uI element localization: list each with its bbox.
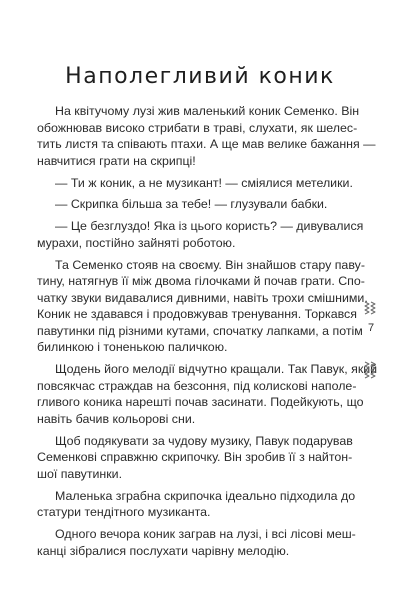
text-line: тить листя та співають птахи. А ще мав велике бажання — (37, 137, 376, 152)
text-line: павутинки під різними кутами, спочатку лапками, а потім (37, 323, 363, 338)
text-line: Маленька зграбна скрипочка ідеально підходила до (55, 488, 356, 503)
text-line: Одного вечора коник заграв на лузі, і всі лісові меш- (55, 527, 356, 542)
text-line: канці зібралися послухати чарівну мелодію. (37, 543, 290, 558)
text-line: Та Семенко стояв на своєму. Він знайшов стару паву- (55, 257, 365, 272)
text-line: повсякчас страждав на безсоння, під колискові наполе- (37, 378, 357, 393)
paragraph (37, 526, 359, 559)
text-line: статури тендітного музиканта. (37, 505, 211, 520)
text-line: — Ти ж коник, а не музикант! — сміялися метелики. (55, 175, 353, 190)
text-line: На квітучому лузі жив маленький коник Семенко. Він (55, 104, 360, 118)
paragraph (37, 175, 359, 192)
text-line: билинкою і тоненькою паличкою. (37, 340, 228, 355)
zigzag-ornament-icon (363, 300, 377, 390)
paragraph (37, 218, 364, 251)
text-line: навіть бачив кольорові сни. (37, 412, 196, 427)
text-line: чатку звуки видавалися дивними, навіть трохи смішними. (37, 290, 368, 305)
paragraph (37, 488, 359, 521)
text-line: обожнював високо стрибати в траві, слухати, як шелес- (37, 120, 358, 135)
paragraph (37, 257, 368, 357)
text-line: навчитися грати на скрипці! (37, 153, 196, 168)
text-line: — Це безглуздо! Яка із цього користь? — дивувалися (55, 219, 364, 234)
text-line: Семенкові справжню скрипочку. Він зробив її з найтон- (37, 450, 353, 465)
paragraph (37, 433, 359, 483)
text-line: — Скрипка більша за тебе! — глузували бабки. (55, 197, 328, 212)
page-number: 7 (365, 321, 377, 335)
text-line: тину, натягнув її між двома гілочками й почав грати. Спо- (37, 274, 365, 289)
text-line: гливого коника нарешті почав засинати. Подейкують, що (37, 395, 364, 410)
paragraph (37, 361, 378, 427)
story-body (37, 103, 378, 565)
text-line: шої павутинки. (37, 467, 123, 481)
paragraph (37, 103, 376, 169)
text-line: Щоб подякувати за чудову музику, Павук подарував (55, 433, 353, 448)
text-line: мурахи, постійно зайняті роботою. (37, 235, 236, 250)
story-title: Наполегливий коник (65, 64, 335, 89)
text-line: Коник не здавався і продовжував тренування. Торкався (37, 307, 357, 322)
paragraph (37, 196, 359, 213)
text-line: Щодень його мелодії відчутно кращали. Так Павук, який (55, 362, 378, 377)
